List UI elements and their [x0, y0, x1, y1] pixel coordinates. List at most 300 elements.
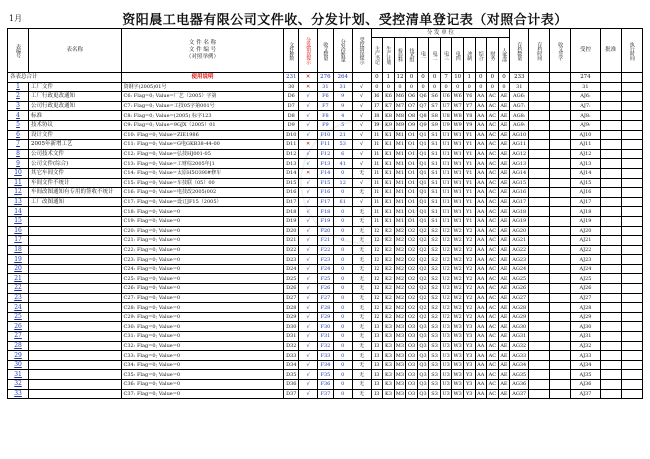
approve-cell[interactable]	[600, 284, 621, 294]
file-count-cell: D12	[284, 149, 299, 159]
sheet-name-cell: 2005年新增工艺	[29, 140, 121, 150]
approve-cell[interactable]	[600, 332, 621, 342]
unit-cell: O2	[406, 255, 418, 265]
exec-time-cell[interactable]	[621, 236, 642, 246]
sheet-name-cell: 标准	[29, 111, 121, 121]
col-recv-sign-header: 收文签字	[550, 29, 571, 73]
file-name-input[interactable]: C14: Flag=0; Value=太原H5O39I#修车	[121, 168, 284, 178]
approve-cell[interactable]	[600, 178, 621, 188]
exec-time-cell[interactable]	[621, 380, 642, 390]
approve-cell[interactable]	[600, 245, 621, 255]
archive-time-cell[interactable]	[529, 226, 550, 236]
table-row	[8, 264, 643, 274]
approve-cell[interactable]	[600, 341, 621, 351]
unit-cell: Y3	[463, 322, 475, 332]
exec-time-cell[interactable]	[621, 197, 642, 207]
archive-time-cell[interactable]	[529, 341, 550, 351]
unit-cell: AA	[475, 188, 487, 198]
unit-cell: K8	[383, 111, 395, 121]
dist-count-cell: 0	[333, 389, 352, 399]
sheet-link[interactable]: 10	[8, 168, 29, 178]
approve-cell[interactable]	[600, 312, 621, 322]
file-name-input[interactable]: C25: Flag=0; Value=0	[121, 274, 284, 284]
recv-sign-cell[interactable]	[550, 360, 571, 370]
recv-sign-cell[interactable]	[550, 140, 571, 150]
unit-cell: M2	[395, 304, 405, 311]
recv-count-cell: F22	[318, 245, 334, 255]
approve-cell[interactable]	[600, 264, 621, 274]
archive-time-cell[interactable]	[529, 370, 550, 380]
unit-cell: I1	[371, 178, 383, 188]
sheet-link[interactable]: 8	[8, 149, 29, 159]
archive-time-cell[interactable]	[529, 380, 550, 390]
sheet-link[interactable]: 31	[8, 370, 29, 380]
file-name-input[interactable]: C17: Flag=0; Value=设订JF15（2005）	[121, 197, 284, 207]
unit-cell: I2	[371, 274, 383, 284]
summary-exec-time	[621, 73, 642, 83]
archive-time-cell[interactable]	[529, 245, 550, 255]
recv-count-cell: F23	[318, 255, 334, 265]
usage-instructions-link[interactable]: 使用说明	[121, 73, 284, 83]
recv-sign-cell[interactable]	[550, 293, 571, 303]
recv-sign-cell[interactable]	[550, 370, 571, 380]
unit-cell: K3	[383, 360, 395, 370]
sheet-link[interactable]: 28	[8, 341, 29, 351]
archive-time-cell[interactable]	[529, 312, 550, 322]
sheet-link[interactable]: 7	[8, 140, 29, 150]
archive-time-cell[interactable]	[529, 140, 550, 150]
approve-cell[interactable]	[600, 226, 621, 236]
ctrl-error-cell: √	[352, 82, 371, 92]
sheet-link[interactable]: 9	[8, 159, 29, 169]
sheet-link[interactable]: 18	[8, 245, 29, 255]
archive-time-cell[interactable]	[529, 120, 550, 130]
control-cell: AJ32	[571, 341, 600, 351]
sheet-link[interactable]: 29	[8, 351, 29, 361]
ctrl-error-cell: 无	[352, 255, 371, 265]
file-name-input[interactable]: C37: Flag=0; Value=0	[121, 389, 284, 399]
dist-error-cell: √	[299, 312, 318, 322]
sheet-link[interactable]: 20	[8, 264, 29, 274]
approve-cell[interactable]	[600, 82, 621, 92]
approve-cell[interactable]	[600, 168, 621, 178]
file-name-input[interactable]: C24: Flag=0; Value=0	[121, 264, 284, 274]
unit-cell: AE	[498, 303, 510, 313]
file-name-input[interactable]: C26: Flag=0; Value=0	[121, 284, 284, 294]
archive-cell: AG31	[510, 332, 529, 342]
unit-cell: U2	[440, 274, 452, 284]
exec-time-cell[interactable]	[621, 284, 642, 294]
file-name-input[interactable]: C27: Flag=0; Value=0	[121, 293, 284, 303]
unit-cell: AC	[487, 245, 499, 255]
unit-cell: Y2	[463, 274, 475, 284]
file-name-input[interactable]: C20: Flag=0; Value=0	[121, 226, 284, 236]
recv-sign-cell[interactable]	[550, 389, 571, 399]
sheet-name-cell: 车间文件不统计	[29, 178, 121, 188]
file-name-input[interactable]: C9: Flag=0; Value=9GJX（2005）01	[121, 120, 284, 130]
sheet-link[interactable]: 21	[8, 274, 29, 284]
unit-cell: AE	[498, 216, 510, 226]
archive-time-cell[interactable]	[529, 207, 550, 217]
sheet-link[interactable]: 3	[8, 101, 29, 111]
ctrl-error-cell: 无	[352, 380, 371, 390]
recv-sign-cell[interactable]	[550, 216, 571, 226]
file-count-cell: D33	[284, 351, 299, 361]
unit-header: 综合	[475, 38, 487, 73]
approve-cell[interactable]	[600, 293, 621, 303]
file-name-input[interactable]: C11: Flag=0; Value=G电GKB38-44-00	[121, 140, 284, 150]
archive-cell: AG29	[510, 312, 529, 322]
recv-sign-cell[interactable]	[550, 188, 571, 198]
file-name-input[interactable]: C19: Flag=0; Value=0	[121, 216, 284, 226]
unit-cell: K3	[383, 380, 395, 390]
recv-count-cell: F21	[318, 236, 334, 246]
approve-cell[interactable]	[600, 149, 621, 159]
approve-cell[interactable]	[600, 370, 621, 380]
recv-sign-cell[interactable]	[550, 207, 571, 217]
approve-cell[interactable]	[600, 159, 621, 169]
archive-cell: AG13	[510, 159, 529, 169]
sheet-name-cell	[29, 360, 121, 370]
col-sheet-name-header: 表名称	[29, 29, 121, 73]
exec-time-cell[interactable]	[621, 389, 642, 399]
unit-cell: W1	[453, 141, 462, 148]
exec-time-cell[interactable]	[621, 149, 642, 159]
file-name-input[interactable]: C22: Flag=0; Value=0	[121, 245, 284, 255]
unit-cell: Y1	[463, 188, 475, 198]
sheet-link[interactable]: 6	[8, 130, 29, 140]
exec-time-cell[interactable]	[621, 168, 642, 178]
recv-sign-cell[interactable]	[550, 197, 571, 207]
exec-time-cell[interactable]	[621, 255, 642, 265]
recv-sign-cell[interactable]	[550, 92, 571, 102]
unit-cell: S2	[429, 274, 441, 284]
file-count-cell: D21	[284, 236, 299, 246]
archive-time-cell[interactable]	[529, 264, 550, 274]
unit-cell: K2	[383, 264, 395, 274]
exec-time-cell[interactable]	[621, 226, 642, 236]
sheet-link[interactable]: 17	[8, 236, 29, 246]
approve-cell[interactable]	[600, 380, 621, 390]
exec-time-cell[interactable]	[621, 303, 642, 313]
sheet-link[interactable]: 32	[8, 380, 29, 390]
exec-time-cell[interactable]	[621, 101, 642, 111]
sheet-name-cell: 技术协议	[29, 120, 121, 130]
unit-cell: AE	[498, 159, 510, 169]
archive-time-cell[interactable]	[529, 197, 550, 207]
exec-time-cell[interactable]	[621, 140, 642, 150]
approve-cell[interactable]	[600, 322, 621, 332]
archive-time-cell[interactable]	[529, 236, 550, 246]
file-name-input[interactable]: C7: Flag=0; Value=工技05字第001号	[121, 101, 284, 111]
unit-cell: Q7	[417, 101, 429, 111]
approve-cell[interactable]	[600, 188, 621, 198]
unit-cell: 0	[440, 82, 452, 92]
sheet-link[interactable]: 22	[8, 284, 29, 294]
approve-cell[interactable]	[600, 101, 621, 111]
exec-time-cell[interactable]	[621, 370, 642, 380]
archive-time-cell[interactable]	[529, 303, 550, 313]
unit-cell: M3	[395, 362, 405, 369]
archive-time-cell[interactable]	[529, 149, 550, 159]
file-name-input[interactable]: C13: Flag=0; Value=工财综2005年[1	[121, 159, 284, 169]
exec-time-cell[interactable]	[621, 293, 642, 303]
unit-cell: Q2	[417, 274, 429, 284]
file-name-input[interactable]: C29: Flag=0; Value=0	[121, 312, 284, 322]
unit-cell: U3	[440, 389, 452, 399]
archive-time-cell[interactable]	[529, 82, 550, 92]
archive-time-cell[interactable]	[529, 332, 550, 342]
exec-time-cell[interactable]	[621, 264, 642, 274]
unit-cell: K3	[383, 389, 395, 399]
file-name-input[interactable]: C18: Flag=0; Value=0	[121, 207, 284, 217]
archive-time-cell[interactable]	[529, 168, 550, 178]
recv-sign-cell[interactable]	[550, 255, 571, 265]
recv-sign-cell[interactable]	[550, 332, 571, 342]
unit-cell: K7	[383, 101, 395, 111]
exec-time-cell[interactable]	[621, 216, 642, 226]
unit-cell: O2	[406, 236, 418, 246]
file-name-input[interactable]: C8: Flag=0; Value=(2005) 标字123	[121, 111, 284, 121]
exec-time-cell[interactable]	[621, 360, 642, 370]
file-name-input[interactable]: C36: Flag=0; Value=0	[121, 380, 284, 390]
sheet-link[interactable]: 23	[8, 293, 29, 303]
exec-time-cell[interactable]	[621, 351, 642, 361]
exec-time-cell[interactable]	[621, 120, 642, 130]
unit-cell: S1	[429, 159, 441, 169]
approve-cell[interactable]	[600, 351, 621, 361]
unit-cell: U9	[440, 120, 452, 130]
approve-cell[interactable]	[600, 274, 621, 284]
recv-count-cell: F30	[318, 322, 334, 332]
dist-error-cell: √	[299, 264, 318, 274]
exec-time-cell[interactable]	[621, 207, 642, 217]
recv-sign-cell[interactable]	[550, 120, 571, 130]
file-name-input[interactable]: C15: Flag=0; Value=车技联（05）00	[121, 178, 284, 188]
summary-approve	[600, 73, 621, 83]
archive-time-cell[interactable]	[529, 101, 550, 111]
dist-count-cell: 53	[333, 140, 352, 150]
archive-time-cell[interactable]	[529, 130, 550, 140]
recv-sign-cell[interactable]	[550, 178, 571, 188]
control-cell: AJ33	[571, 351, 600, 361]
unit-cell: AE	[498, 101, 510, 111]
sheet-link[interactable]: 27	[8, 332, 29, 342]
control-cell: AJ28	[571, 303, 600, 313]
approve-cell[interactable]	[600, 140, 621, 150]
dist-count-cell: 0	[333, 332, 352, 342]
unit-cell: W3	[453, 333, 462, 340]
exec-time-cell[interactable]	[621, 111, 642, 121]
exec-time-cell[interactable]	[621, 341, 642, 351]
recv-sign-cell[interactable]	[550, 168, 571, 178]
file-name-input[interactable]: C21: Flag=0; Value=0	[121, 236, 284, 246]
unit-cell: O2	[406, 274, 418, 284]
unit-cell: S2	[429, 255, 441, 265]
recv-sign-cell[interactable]	[550, 226, 571, 236]
sheet-name-cell	[29, 332, 121, 342]
unit-cell: W1	[453, 170, 462, 177]
unit-cell: M3	[395, 390, 405, 397]
unit-cell: O2	[406, 226, 418, 236]
archive-time-cell[interactable]	[529, 92, 550, 102]
unit-cell: W3	[453, 362, 462, 369]
dist-count-cell: 0	[333, 207, 352, 217]
archive-cell: 31	[510, 82, 529, 92]
unit-cell: Y2	[463, 293, 475, 303]
file-name-input[interactable]: C34: Flag=0; Value=0	[121, 360, 284, 370]
archive-time-cell[interactable]	[529, 159, 550, 169]
recv-sign-cell[interactable]	[550, 111, 571, 121]
sheet-link[interactable]: 30	[8, 360, 29, 370]
exec-time-cell[interactable]	[621, 312, 642, 322]
exec-time-cell[interactable]	[621, 159, 642, 169]
unit-cell: I3	[371, 341, 383, 351]
sheet-link[interactable]: 13	[8, 197, 29, 207]
approve-cell[interactable]	[600, 255, 621, 265]
dist-error-cell: √	[299, 197, 318, 207]
recv-sign-cell[interactable]	[550, 312, 571, 322]
archive-time-cell[interactable]	[529, 255, 550, 265]
archive-time-cell[interactable]	[529, 293, 550, 303]
unit-cell: AC	[487, 92, 499, 102]
archive-time-cell[interactable]	[529, 360, 550, 370]
exec-time-cell[interactable]	[621, 130, 642, 140]
unit-cell: W8	[453, 112, 462, 119]
recv-sign-cell[interactable]	[550, 245, 571, 255]
recv-sign-cell[interactable]	[550, 284, 571, 294]
sheet-name-cell	[29, 236, 121, 246]
table-row	[8, 120, 643, 130]
sheet-link[interactable]: 5	[8, 120, 29, 130]
sheet-link[interactable]: 14	[8, 207, 29, 217]
file-name-input[interactable]: C32: Flag=0; Value=0	[121, 341, 284, 351]
archive-time-cell[interactable]	[529, 322, 550, 332]
approve-cell[interactable]	[600, 92, 621, 102]
recv-sign-cell[interactable]	[550, 264, 571, 274]
sheet-link[interactable]: 26	[8, 322, 29, 332]
recv-sign-cell[interactable]	[550, 322, 571, 332]
file-name-input[interactable]: C12: Flag=0; Value=弘技HJ001-05	[121, 149, 284, 159]
summary-ctrl-error	[352, 73, 371, 83]
unit-cell: M2	[395, 256, 405, 263]
recv-sign-cell[interactable]	[550, 351, 571, 361]
dist-error-cell: √	[299, 101, 318, 111]
recv-sign-cell[interactable]	[550, 82, 571, 92]
sheet-link[interactable]: 19	[8, 255, 29, 265]
archive-time-cell[interactable]	[529, 274, 550, 284]
file-name-input[interactable]: C10: Flag=0; Value=ZIE1986	[121, 130, 284, 140]
file-name-input[interactable]: 资钢字(2005)01号	[121, 82, 284, 92]
approve-cell[interactable]	[600, 111, 621, 121]
sheet-link[interactable]: 25	[8, 312, 29, 322]
exec-time-cell[interactable]	[621, 332, 642, 342]
recv-sign-cell[interactable]	[550, 101, 571, 111]
recv-sign-cell[interactable]	[550, 236, 571, 246]
exec-time-cell[interactable]	[621, 322, 642, 332]
file-name-input[interactable]: C16: Flag=0; Value=电技改2005(002	[121, 188, 284, 198]
exec-time-cell[interactable]	[621, 82, 642, 92]
unit-cell: M2	[395, 314, 405, 321]
unit-cell: M1	[395, 199, 405, 206]
unit-cell: U1	[440, 149, 452, 159]
recv-sign-cell[interactable]	[550, 380, 571, 390]
file-name-input[interactable]: C6: Flag=0; Value=厂艺（2005）字第	[121, 92, 284, 102]
unit-cell: U3	[440, 332, 452, 342]
approve-cell[interactable]	[600, 130, 621, 140]
sheet-link[interactable]: 33	[8, 389, 29, 399]
sheet-name-cell	[29, 341, 121, 351]
sheet-link[interactable]: 4	[8, 111, 29, 121]
approve-cell[interactable]	[600, 207, 621, 217]
unit-cell: O7	[406, 101, 418, 111]
recv-count-cell: F18	[318, 207, 334, 217]
sheet-link[interactable]: 16	[8, 226, 29, 236]
approve-cell[interactable]	[600, 303, 621, 313]
dist-error-cell: √	[299, 120, 318, 130]
file-name-input[interactable]: C31: Flag=0; Value=0	[121, 332, 284, 342]
approve-cell[interactable]	[600, 216, 621, 226]
file-name-input[interactable]: C28: Flag=0; Value=0	[121, 303, 284, 313]
ctrl-error-cell: 无	[352, 245, 371, 255]
approve-cell[interactable]	[600, 197, 621, 207]
recv-sign-cell[interactable]	[550, 274, 571, 284]
exec-time-cell[interactable]	[621, 178, 642, 188]
summary-recv-count: 276	[318, 73, 334, 83]
unit-cell: Q3	[417, 332, 429, 342]
approve-cell[interactable]	[600, 236, 621, 246]
unit-cell: K3	[383, 322, 395, 332]
dist-error-cell: √	[299, 216, 318, 226]
exec-time-cell[interactable]	[621, 92, 642, 102]
approve-cell[interactable]	[600, 120, 621, 130]
approve-cell[interactable]	[600, 360, 621, 370]
sheet-link[interactable]: 11	[8, 178, 29, 188]
archive-time-cell[interactable]	[529, 389, 550, 399]
unit-cell: Y1	[463, 207, 475, 217]
recv-sign-cell[interactable]	[550, 130, 571, 140]
archive-time-cell[interactable]	[529, 216, 550, 226]
approve-cell[interactable]	[600, 389, 621, 399]
archive-time-cell[interactable]	[529, 188, 550, 198]
exec-time-cell[interactable]	[621, 245, 642, 255]
archive-time-cell[interactable]	[529, 178, 550, 188]
unit-cell: S3	[429, 370, 441, 380]
archive-time-cell[interactable]	[529, 351, 550, 361]
unit-cell: AC	[487, 159, 499, 169]
sheet-link[interactable]: 24	[8, 303, 29, 313]
file-name-input[interactable]: C23: Flag=0; Value=0	[121, 255, 284, 265]
archive-time-cell[interactable]	[529, 111, 550, 121]
exec-time-cell[interactable]	[621, 188, 642, 198]
file-name-input[interactable]: C30: Flag=0; Value=0	[121, 322, 284, 332]
recv-sign-cell[interactable]	[550, 149, 571, 159]
unit-cell: AE	[498, 312, 510, 322]
dist-count-cell: 0	[333, 216, 352, 226]
recv-sign-cell[interactable]	[550, 159, 571, 169]
summary-unit: 0	[406, 73, 418, 83]
recv-sign-cell[interactable]	[550, 303, 571, 313]
sheet-link[interactable]: 2	[8, 92, 29, 102]
file-name-input[interactable]: C33: Flag=0; Value=0	[121, 351, 284, 361]
sheet-link[interactable]: 1	[8, 82, 29, 92]
sheet-link[interactable]: 12	[8, 188, 29, 198]
file-name-input[interactable]: C35: Flag=0; Value=0	[121, 370, 284, 380]
sheet-link[interactable]: 15	[8, 216, 29, 226]
archive-time-cell[interactable]	[529, 284, 550, 294]
exec-time-cell[interactable]	[621, 274, 642, 284]
recv-sign-cell[interactable]	[550, 341, 571, 351]
